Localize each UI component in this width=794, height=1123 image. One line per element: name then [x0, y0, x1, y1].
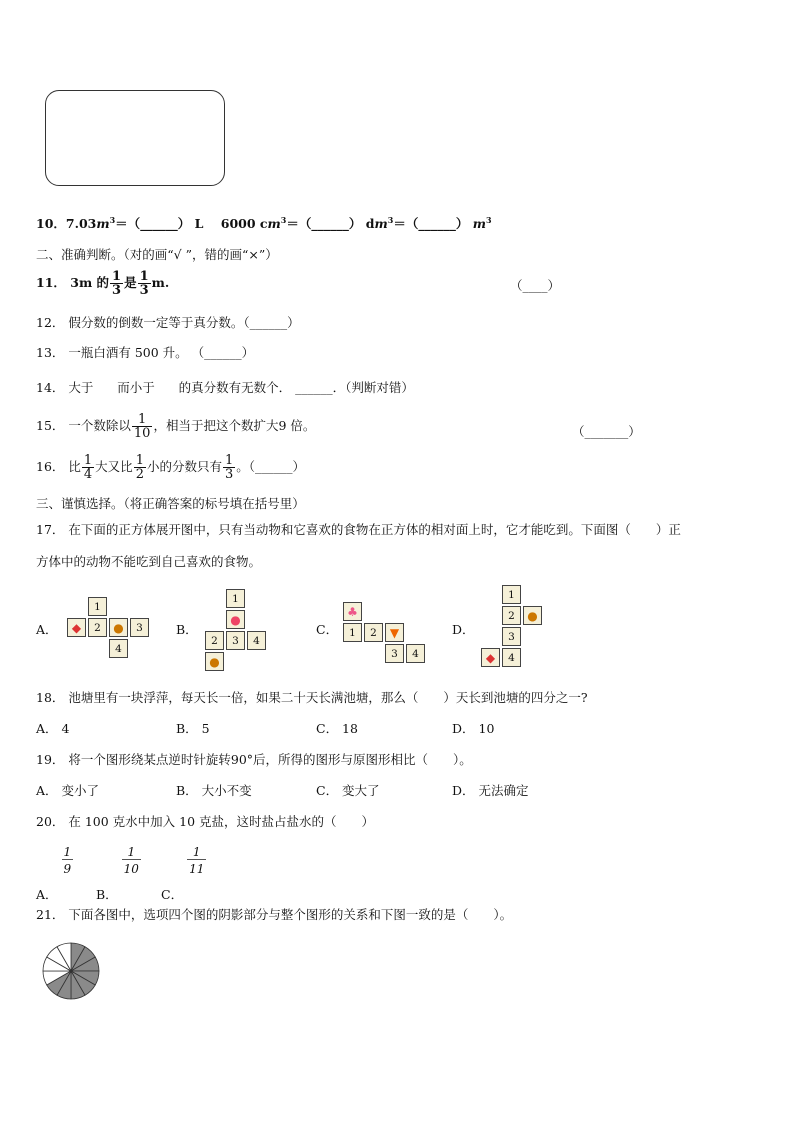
- net-a-cell-1: 1: [88, 597, 107, 616]
- question-21: 21． 下面各图中，选项四个图的阴影部分与整个图形的关系和下图一致的是（ ）。: [36, 907, 513, 922]
- net-d-cell-2: 2: [502, 606, 521, 625]
- monkey-icon: ●: [209, 654, 220, 669]
- q18-option-a: A． 4: [36, 721, 70, 736]
- q19-option-c: C． 变大了: [316, 783, 380, 798]
- net-d-cell-4: 4: [502, 648, 521, 667]
- question-17-line1: 17． 在下面的正方体展开图中，只有当动物和它喜欢的食物在正方体的相对面上时，它才能吃到。下面图（ ）正: [36, 522, 681, 537]
- question-19: 19． 将一个图形绕某点逆时针旋转90°后，所得的图形与原图形相比（ ）。: [36, 752, 472, 767]
- section-3-heading: 三、谨慎选择。（将正确答案的标号填在括号里）: [36, 496, 305, 511]
- question-18: 18． 池塘里有一块浮萍，每天长一倍，如果二十天长满池塘，那么（ ）天长到池塘的四分之一?: [36, 690, 588, 705]
- rabbit-icon: ♣: [347, 604, 358, 619]
- net-a-cell-animal: [109, 618, 128, 637]
- net-b-cell-1: 1: [226, 589, 245, 608]
- shaded-circle-figure: [41, 941, 101, 1001]
- q20-option-a: A． $\frac{1}{9}$: [36, 845, 72, 903]
- question-13: 13． 一瓶白酒有 500 升。 （______）: [36, 345, 255, 360]
- net-d-cell-3: 3: [502, 627, 521, 646]
- net-d-cell-fish: [481, 648, 500, 667]
- question-11: 11． 3m 的 $\frac{1}{3}$ 是 $\frac{1}{3}$ m.: [36, 269, 170, 298]
- net-c-cell-2: 2: [364, 623, 383, 642]
- option-d-label: D．: [452, 622, 475, 637]
- net-b-cell-3: 3: [226, 631, 245, 650]
- pie-segments: [43, 943, 99, 999]
- q18-option-d: D． 10: [452, 721, 495, 736]
- net-a-cell-3: 3: [130, 618, 149, 637]
- question-16: 16． 比 $\frac{1}{4}$ 大又比 $\frac{1}{2}$ 小的分数只有 $\frac{1}{3}$ 。（______）: [36, 453, 306, 482]
- net-a-cell-4: 4: [109, 639, 128, 658]
- net-c-cell-carrot: [385, 623, 404, 642]
- fish-icon: ◆: [71, 620, 82, 635]
- q20-option-c: C． $\frac{1}{11}$: [161, 845, 205, 903]
- q19-option-b: B． 大小不变: [176, 783, 252, 798]
- q19-option-d: D． 无法确定: [452, 783, 529, 798]
- net-b-cell-animal: [205, 652, 224, 671]
- net-c-cell-rabbit: [343, 602, 362, 621]
- net-b-cell-4: 4: [247, 631, 266, 650]
- net-b-cell-2: 2: [205, 631, 224, 650]
- score-box: [45, 90, 225, 186]
- tiger-icon: ●: [113, 620, 124, 635]
- q20-option-b: B． $\frac{1}{10}$: [96, 845, 139, 903]
- net-c-cell-3: 3: [385, 644, 404, 663]
- question-17-line2: 方体中的动物不能吃到自己喜欢的食物。: [36, 554, 262, 569]
- option-c-label: C．: [316, 622, 339, 637]
- fish-icon: ◆: [485, 650, 496, 665]
- question-15-bracket: （_______）: [572, 424, 641, 439]
- question-15: 15． 一个数除以 $\frac{1}{10}$ ，相当于把这个数扩大9 倍。: [36, 412, 316, 441]
- net-a-cell-2: 2: [88, 618, 107, 637]
- peach-icon: ●: [230, 612, 241, 627]
- net-d-cell-animal: [523, 606, 542, 625]
- net-d-cell-1: 1: [502, 585, 521, 604]
- option-b-label: B．: [176, 622, 198, 637]
- tiger-icon: ●: [527, 608, 538, 623]
- q18-option-c: C． 18: [316, 721, 358, 736]
- question-12: 12． 假分数的倒数一定等于真分数。（______）: [36, 315, 300, 330]
- q18-option-b: B． 5: [176, 721, 210, 736]
- carrot-icon: ▼: [389, 625, 400, 640]
- net-a-cell-fish: [67, 618, 86, 637]
- question-14: 14． 大于 而小于 的真分数有无数个． ______．（判断对错）: [36, 380, 414, 395]
- option-a-label: A．: [36, 622, 58, 637]
- question-10: 10．$7.03m^3=(\_\_\_\_\_\_)$ L 6000 $cm^3=(\_\_\_\_\_\_)$ $dm^3=(\_\_\_\_\_\_)$ $m^3$: [36, 214, 492, 231]
- net-c-cell-4: 4: [406, 644, 425, 663]
- section-2-heading: 二、准确判断。（对的画“√ ”，错的画“×”）: [36, 247, 278, 262]
- net-c-cell-1: 1: [343, 623, 362, 642]
- net-b-cell-fruit: [226, 610, 245, 629]
- q19-option-a: A． 变小了: [36, 783, 100, 798]
- question-20: 20． 在 100 克水中加入 10 克盐，这时盐占盐水的（ ）: [36, 814, 375, 829]
- question-11-bracket: （____）: [510, 278, 561, 293]
